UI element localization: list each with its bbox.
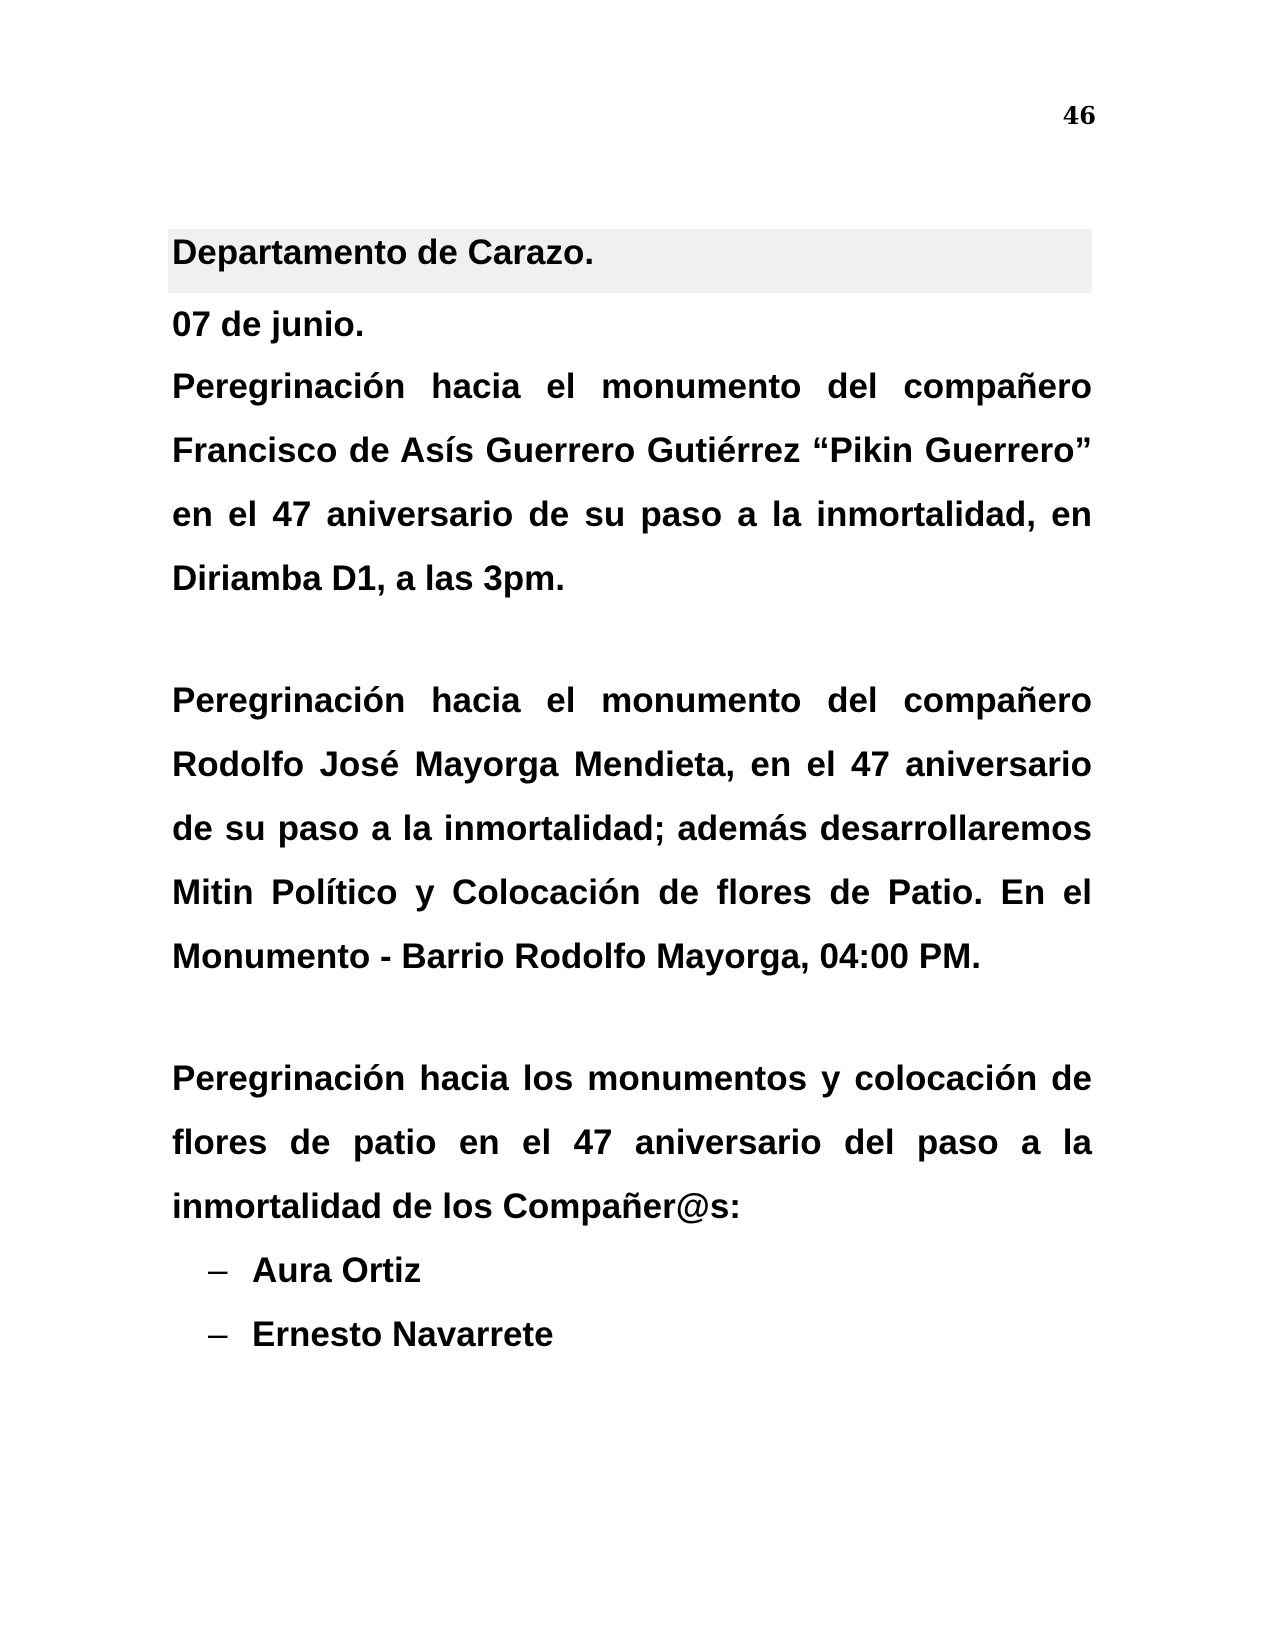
paragraph-companeros: Peregrinación hacia los monumentos y colocación de flores de patio en el 47 aniversario del paso a la inmortalidad de los Compañer@s: [172,1059,1092,1226]
document-body [172,229,1092,1367]
department-heading: Departamento de Carazo. [168,229,1092,293]
page-number: 46 [1062,101,1096,130]
dash-bullet: – [208,1315,228,1354]
companeros-list [172,1239,1092,1367]
list-item [172,1239,1092,1303]
event-date: 07 de junio. [172,305,365,344]
paragraph-pikin-guerrero: Peregrinación hacia el monumento del compañero Francisco de Asís Guerrero Gutiérrez “Pikin Guerrero” en el 47 aniversario de su paso a la inmortalidad, en Diriamba D1, a las 3pm. [172,367,1092,598]
dash-bullet: – [208,1251,228,1290]
paragraph-rodolfo-mayorga: Peregrinación hacia el monumento del compañero Rodolfo José Mayorga Mendieta, en el 47 aniversario de su paso a la inmortalidad; además desarrollaremos Mitin Político y Colocación de flores de Patio. En el Monumento - Barrio Rodolfo Mayorga, 04:00 PM. [172,681,1092,976]
list-item-label: Aura Ortiz [252,1251,422,1290]
list-item-label: Ernesto Navarrete [252,1315,554,1354]
list-item [172,1303,1092,1367]
